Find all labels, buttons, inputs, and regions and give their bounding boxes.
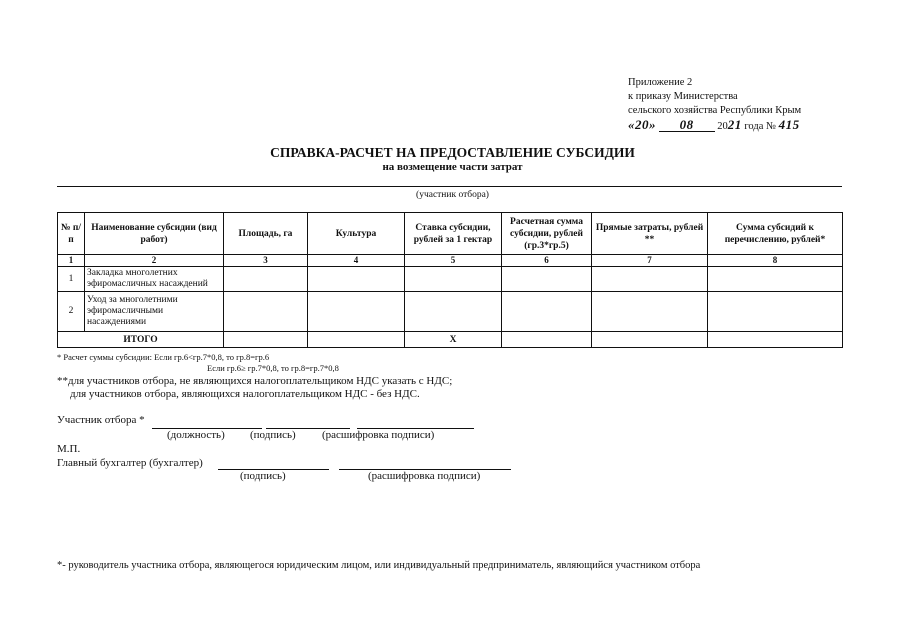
year-prefix: 20 [717, 121, 728, 132]
date-month: 08 [659, 119, 715, 132]
participant-line [57, 186, 842, 187]
column-number: 6 [502, 255, 592, 267]
row-number: 1 [58, 267, 85, 292]
total-row [58, 332, 843, 348]
participant-label: Участник отбора * [57, 414, 145, 426]
accountant-signature-caption: (подпись) [240, 470, 286, 482]
header-cell: Культура [308, 213, 405, 255]
total-crop-cell [308, 332, 405, 348]
header-cell: Наименование субсидии (вид работ) [85, 213, 224, 255]
total-transfer-sum-cell[interactable] [708, 332, 843, 348]
stamp-label: М.П. [57, 443, 81, 455]
vat-footnote-1: **для участников отбора, не являющихся налогоплательщиком НДС указать с НДС; [57, 375, 453, 387]
appendix-line-3: сельского хозяйства Республики Крым [628, 105, 802, 116]
order-number: 415 [778, 117, 800, 132]
header-cell: Прямые затраты, рублей ** [592, 213, 708, 255]
appendix-date-line: «20» 08 2021 года № 415 [628, 117, 800, 132]
footer-note: *- руководитель участника отбора, являющегося юридическим лицом, или индивидуальный предприниматель, являющийся участником отбора [57, 560, 701, 571]
column-number: 3 [224, 255, 308, 267]
transfer-sum-cell[interactable] [708, 267, 843, 292]
table-header-row [58, 213, 843, 255]
decoding-caption: (расшифровка подписи) [322, 429, 435, 441]
document-subtitle: на возмещение части затрат [382, 161, 523, 173]
column-number: 8 [708, 255, 843, 267]
table-row [58, 292, 843, 332]
signature-caption: (подпись) [250, 429, 296, 441]
rate-cell[interactable] [405, 292, 502, 332]
transfer-sum-cell[interactable] [708, 292, 843, 332]
total-calculated-sum-cell[interactable] [502, 332, 592, 348]
direct-costs-cell[interactable] [592, 292, 708, 332]
total-label: ИТОГО [58, 332, 224, 348]
column-number: 7 [592, 255, 708, 267]
crop-cell[interactable] [308, 292, 405, 332]
row-name: Закладка многолетних эфиромасличных насаждений [85, 267, 224, 292]
total-area-cell[interactable] [224, 332, 308, 348]
calculated-sum-cell[interactable] [502, 292, 592, 332]
position-caption: (должность) [167, 429, 225, 441]
column-number: 4 [308, 255, 405, 267]
accountant-decoding-caption: (расшифровка подписи) [368, 470, 481, 482]
total-direct-costs-cell[interactable] [592, 332, 708, 348]
year-word: года № [744, 121, 777, 132]
calc-footnote-1: * Расчет суммы субсидии: Если гр.6<гр.7*0,8, то гр.8=гр.6 [57, 352, 270, 362]
calc-footnote-2: Если гр.6≥ гр.7*0,8, то гр.8=гр.7*0,8 [207, 363, 339, 373]
row-name: Уход за многолетними эфиромасличными насаждениями [85, 292, 224, 332]
column-number-row [58, 255, 843, 267]
appendix-block [628, 76, 801, 134]
subsidy-table [57, 212, 843, 348]
column-number: 1 [58, 255, 85, 267]
area-cell[interactable] [224, 292, 308, 332]
column-number: 2 [85, 255, 224, 267]
vat-footnote-2: для участников отбора, являющихся налогоплательщиком НДС - без НДС. [70, 388, 420, 400]
participant-caption: (участник отбора) [416, 190, 489, 200]
row-number: 2 [58, 292, 85, 332]
header-cell: Сумма субсидий к перечислению, рублей* [708, 213, 843, 255]
direct-costs-cell[interactable] [592, 267, 708, 292]
date-day: 20 [635, 117, 649, 132]
total-rate-mark: X [405, 332, 502, 348]
table-row [58, 267, 843, 292]
year-suffix: 21 [727, 117, 742, 132]
area-cell[interactable] [224, 267, 308, 292]
header-cell: Площадь, га [224, 213, 308, 255]
header-cell: Ставка субсидии, рублей за 1 гектар [405, 213, 502, 255]
calculated-sum-cell[interactable] [502, 267, 592, 292]
appendix-line-2: к приказу Министерства [628, 91, 738, 102]
appendix-line-1: Приложение 2 [628, 77, 693, 88]
rate-cell[interactable] [405, 267, 502, 292]
document-title: СПРАВКА-РАСЧЕТ НА ПРЕДОСТАВЛЕНИЕ СУБСИДИИ [270, 145, 635, 160]
accountant-label: Главный бухгалтер (бухгалтер) [57, 457, 203, 469]
header-cell: Расчетная сумма субсидии, рублей (гр.3*гр.5) [502, 213, 592, 255]
column-number: 5 [405, 255, 502, 267]
crop-cell[interactable] [308, 267, 405, 292]
header-cell: № п/п [58, 213, 85, 255]
